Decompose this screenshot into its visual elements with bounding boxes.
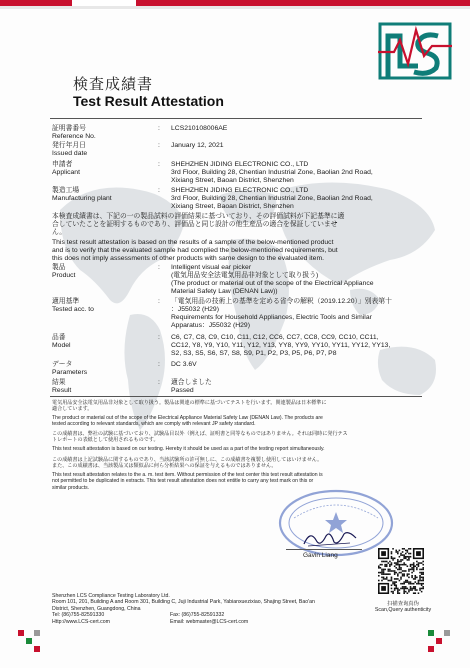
- note-testing-jp: この成績書は、弊社の試験に基づいており、試験品目以外（例えば、証明書と同等なものではありません。それは同時に発行テス トレポートの表紙として使用されるものです。: [52, 431, 348, 444]
- note-scope-jp: 電気用品安全法電気用品非対象として取り扱う。製品は関連の標準に基づいてテストを行います。関連製品は日本標準に 適合しています。: [52, 400, 327, 413]
- qr-caption: 扫描查询真伪 Scan,Query authenticity: [374, 601, 432, 614]
- website-link[interactable]: Http://www.LCS-cert.com: [52, 618, 110, 625]
- statement-japanese: 本検査成績書は、下記の一の製品試料の評価結果に基づいており、その評価試料が下記基準に適 合していたことを証明するものであり、評価品と同じ設計の他生産品の適合を保証していませ ん。: [52, 213, 345, 237]
- statement-english: This test result attestation is based on the results of a sample of the below-mentioned product and is to verify that the evaluated sample had complied the below-mentioned requirements, but this does not imply assessments of other products with same design to the evaluated item.: [52, 239, 338, 263]
- note-duplication-en: This test result attestation relates to the a. m. test item. Without permission of the test center this test result attestation is not permitted to be duplicated in extracts. This test result attestation does not entitle to carry any test mark on this or similar products.: [52, 472, 323, 491]
- note-scope-en: The product or material out of the scope of the Electrical Appliance Material Safety Law (DENAN Law). The products are tested according to relevant standards, which are comply with relevant JP safety standard.: [52, 415, 323, 428]
- note-testing-en: This test result attestation is based on our testing. Hereby it should be used as a part of the testing report simultaneously.: [52, 446, 325, 452]
- notes-divider: [50, 396, 422, 397]
- handwritten-signature-icon: [300, 528, 360, 550]
- header-divider: [50, 118, 422, 119]
- footer-contact: Shenzhen LCS Compliance Testing Laboratory Ltd. Room 101, 201, Building A and Room 301, Building C, Juji Industrial Park, Yabianxuezixiao, Shajing Street, Bao'an District, Shenzhen, Guangdong, China Tel: (86)755-82591330 Fax: (86)755-82591332 Http://www.LCS-cert.com Email: webmaster@LCS-cert.com: [52, 593, 315, 625]
- title-japanese: 検査成績書: [73, 75, 154, 93]
- certificate-page: 検査成績書 Test Result Attestation 証明書番号 Reference No. : LCS210108006AE 発行年月日 Issued date : January 12, 2021 申請者 Applicant : SHEHZHEN JIDING ELECTRONIC CO., LTD 3rd Floor, Building 28, Chentian Industrial Zone, Baolian 2nd Road, Xixiang Street, Baoan District, Shenzhen 製造工場 Manufacturing plant : SHEHZHEN JIDING ELECTRONIC CO., LTD 3rd Floor, Building 28, Chentian Industrial Zone, Baolian 2nd Road, Xixiang Street, Baoan District, Shenzhen 本検査成績書は、下記の一の製品試料の評価結果に基づいており、その評価試料が下記基準に適 合していたことを証明するものであり、評価品と同じ設計の他生産品の適合を保証していませ ん。 This test result attestation is based on the results of a sample of the below-mentioned product and is to verify that the evaluated sample had complied the below-mentioned requirements, but this does not imply assessments of other products with same design to the evaluated item. 製品 Product : Intelligent visual ear picker (電気用品安全法電気用品非対象として取り扱う) (The product or material out of the scope of the Electrical Appliance Material Safety Law (DENAN Law)) 適用基準 Tested acc. to : 「電気用品の技術上の基準を定める省令の解釈（2019.12.20）」別表第十 ：J55032 (H29) Requirements for Household Appliances, Electric Tools and Similar Apparatus：J55032 (H29) 品番 Model : C6, C7, C8, C9, C10, C11, C12, CC6, CC7, CC8, CC9, CC10, CC11, CC12, Y8, Y9, Y10, Y11, Y12, Y13, YY8, YY9, YY10, YY11, YY12, YY13, S2, S3, S5, S6, S7, S8, S9, P1, P2, P3, P5, P6, P7, P8 データ Parameters : DC 3.6V 結果 Result : 適合しました Passed 電気用品安全法電気用品非対象として取り扱う。製品は関連の標準に基づいてテストを行います。関連製品は日本標準に 適合しています。 The product or material out of the scope of the Electrical Appliance Material Safety Law (DENAN Law). The products are tested according to relevant standards, which are comply with relevant JP safety standard. この成績書は、弊社の試験に基づいており、試験品目以外（例えば、証明書と同等なものではありません。それは同時に発行テス トレポートの表紙として使用されるものです。 This test result attestation is based on our testing. Hereby it should be used as a part of the testing report simultaneously. この成績書は上記試験品に関するものであり、当該試験所の許可無しに、この成績書を複製し使用してはいけません。 また、この成績書は、当該製品又は類似品に何ら分析結果への保証を与えるものではありません。 This test result attestation relates to the a. m. test item. Without permission of the test center this test result attestation is not permitted to be duplicated in extracts. This test result attestation does not entitle to carry any test mark on this or similar products. Gavin Liang 扫描查询真伪 Scan,Query authenticity Shenzhen LCS Compliance Testing Laboratory Ltd. Room 101, 201, Building A and Room 301, Building C, Juji Industrial Park, Yabianxuezixiao, Shajing Street, Bao'an District, Shenzhen, Guangdong, China Tel: (86)755-82591330 Fax: (86)755-82591332 Http://www.LCS-cert.com Email: webmaster@LCS-cert.com: [0, 0, 470, 668]
- email-link[interactable]: Email: webmaster@LCS-cert.com: [170, 618, 249, 625]
- lcs-logo-icon: [378, 16, 452, 86]
- reference-number-value: LCS210108006AE: [171, 125, 228, 132]
- qr-code-icon[interactable]: [378, 548, 424, 594]
- signatory-name: Gavin Liang: [303, 552, 338, 559]
- issued-date-value: January 12, 2021: [171, 142, 224, 149]
- result-value: Passed: [171, 387, 194, 395]
- note-duplication-jp: この成績書は上記試験品に関するものであり、当該試験所の許可無しに、この成績書を複製し使用してはいけません。 また、この成績書は、当該製品又は類似品に何ら分析結果への保証を与えるものではありません。: [52, 457, 323, 470]
- title-english: Test Result Attestation: [73, 93, 224, 109]
